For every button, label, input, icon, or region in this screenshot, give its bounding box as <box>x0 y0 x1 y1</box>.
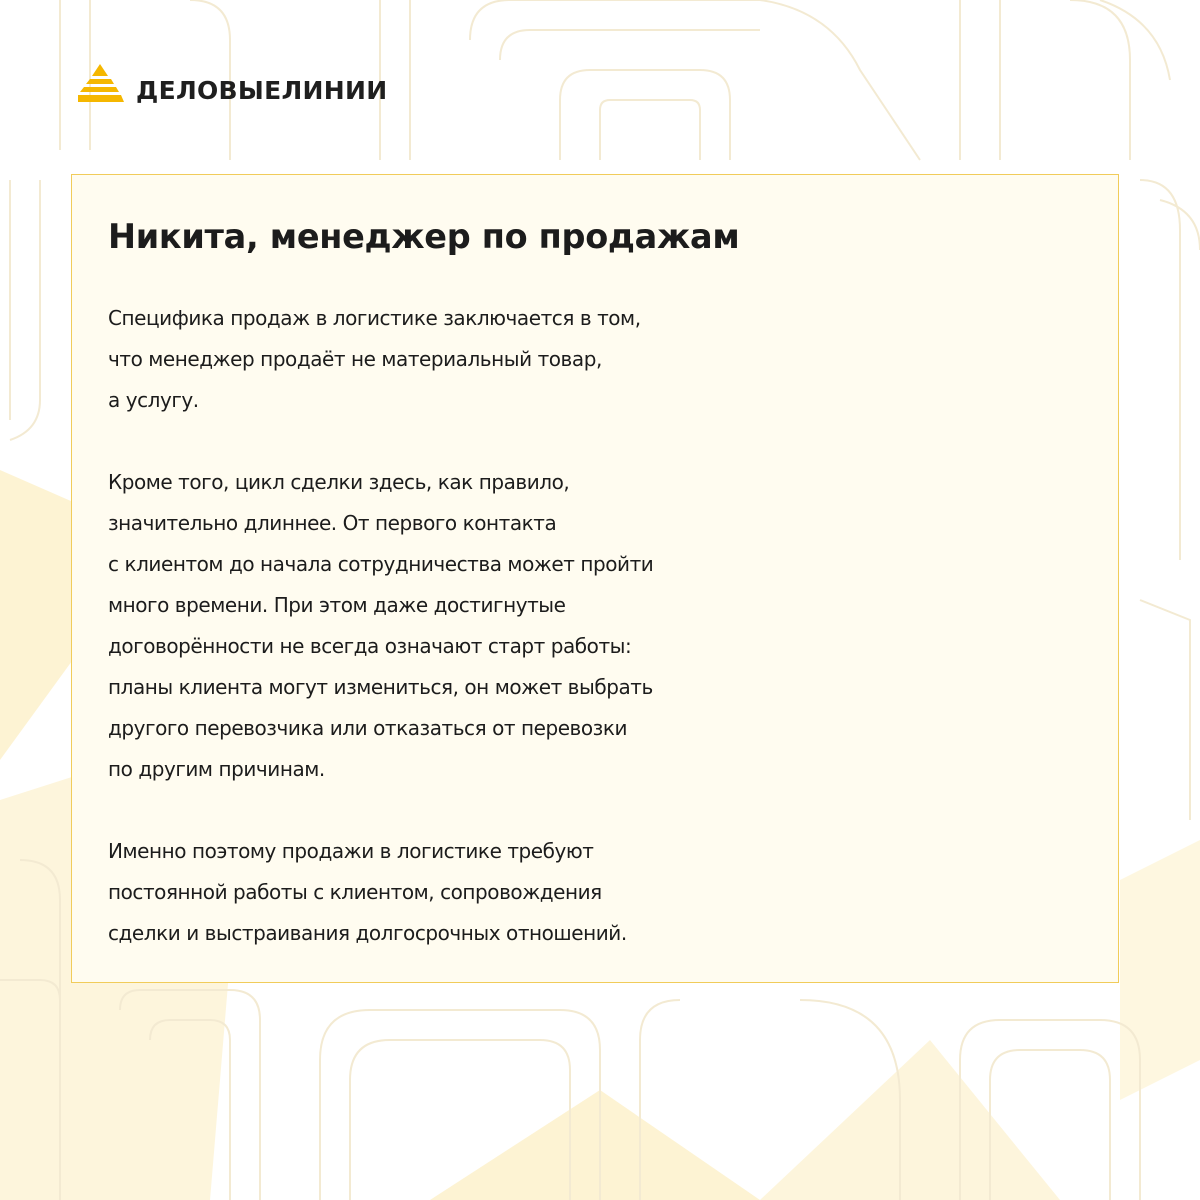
text-line: Специфика продаж в логистике заключается в том, <box>108 306 641 330</box>
text-line: сделки и выстраивания долгосрочных отношений. <box>108 921 627 945</box>
card-title: Никита, менеджер по продажам <box>108 217 740 256</box>
text-line: значительно длиннее. От первого контакта <box>108 511 557 535</box>
delovye-linii-triangle-icon <box>78 64 128 106</box>
text-line: договорённости не всегда означают старт работы: <box>108 634 632 658</box>
text-line: по другим причинам. <box>108 757 325 781</box>
card-body <box>108 298 1098 995</box>
paragraph-1 <box>108 298 1098 421</box>
brand-logo <box>78 62 387 108</box>
text-line: Именно поэтому продажи в логистике требуют <box>108 839 594 863</box>
text-line: планы клиента могут измениться, он может выбрать <box>108 675 653 699</box>
text-line: много времени. При этом даже достигнутые <box>108 593 566 617</box>
text-line: с клиентом до начала сотрудничества может пройти <box>108 552 654 576</box>
text-line: что менеджер продаёт не материальный товар, <box>108 347 602 371</box>
text-line: постоянной работы с клиентом, сопровождения <box>108 880 602 904</box>
quote-card <box>71 174 1119 983</box>
paragraph-2 <box>108 462 1098 790</box>
text-line: а услугу. <box>108 388 199 412</box>
text-line: Кроме того, цикл сделки здесь, как правило, <box>108 470 570 494</box>
text-line: другого перевозчика или отказаться от перевозки <box>108 716 628 740</box>
brand-name: ДЕЛОВЫЕЛИНИИ <box>136 75 388 105</box>
paragraph-3 <box>108 831 1098 954</box>
